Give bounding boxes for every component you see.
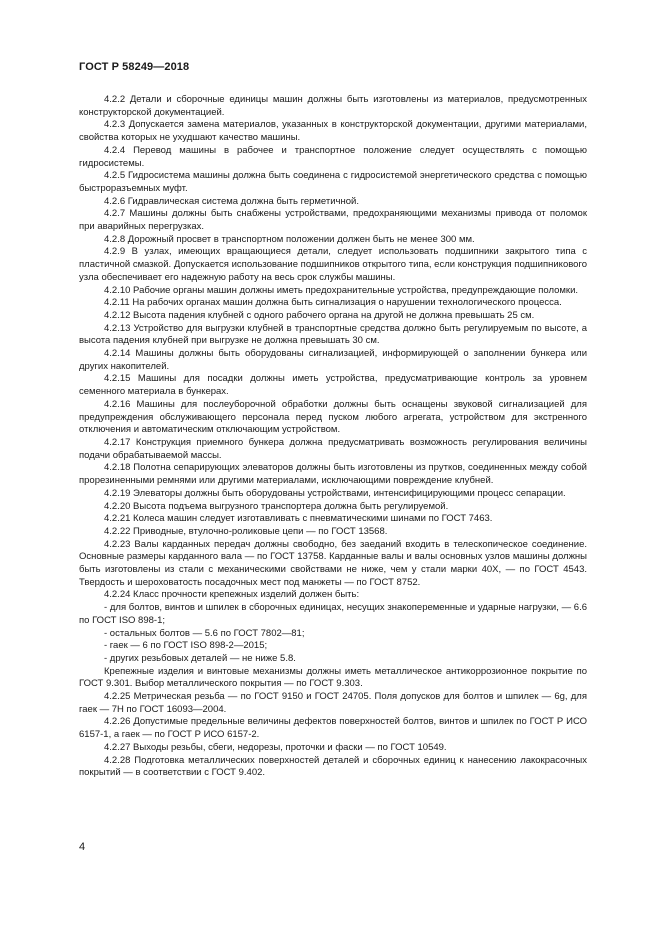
list-item-other-bolts: - остальных болтов — 5.6 по ГОСТ 7802—81;: [104, 627, 305, 639]
paragraph-4-2-20: 4.2.20 Высота подъема выгрузного транспортера должна быть регулируемой.: [104, 500, 449, 512]
paragraph-4-2-8: 4.2.8 Дорожный просвет в транспортном положении должен быть не менее 300 мм.: [104, 233, 475, 245]
paragraph-4-2-17: 4.2.17 Конструкция приемного бункера должна предусматривать возможность регулирования величины подачи обрабатываемой массы.: [79, 436, 587, 461]
paragraph-4-2-13: 4.2.13 Устройство для выгрузки клубней в транспортные средства должно быть регулируемым по высоте, а высота падения клубней при выгрузке не должна превышать 30 см.: [79, 322, 587, 347]
list-item-nuts: - гаек — 6 по ГОСТ ISO 898-2—2015;: [104, 640, 268, 652]
paragraph-4-2-28: 4.2.28 Подготовка металлических поверхностей деталей и сборочных единиц к нанесению лакокрасочных покрытий — в соответствии с ГОСТ 9.402.: [79, 754, 587, 779]
paragraph-4-2-18: 4.2.18 Полотна сепарирующих элеваторов должны быть изготовлены из прутков, соединенных между собой прорезиненными ремнями или другими материалами, исключающими повреждение клубней.: [79, 462, 587, 487]
paragraph-4-2-4: 4.2.4 Перевод машины в рабочее и транспортное положение следует осуществлять с помощью гидросистемы.: [79, 144, 587, 169]
paragraph-4-2-12: 4.2.12 Высота падения клубней с одного рабочего органа на другой не должна превышать 25 см.: [104, 309, 535, 321]
document-body: [79, 94, 587, 780]
paragraph-4-2-14: 4.2.14 Машины должны быть оборудованы сигнализацией, информирующей о заполнении бункера или других накопителей.: [79, 348, 587, 372]
paragraph-4-2-11: 4.2.11 На рабочих органах машин должна быть сигнализация о нарушении технологического процесса.: [104, 297, 562, 309]
paragraph-4-2-25: 4.2.25 Метрическая резьба — по ГОСТ 9150 и ГОСТ 24705. Поля допусков для болтов и шпилек — 6g, для гаек — 7Н по ГОСТ 16093—2004.: [79, 691, 587, 715]
paragraph-4-2-27: 4.2.27 Выходы резьбы, сбеги, недорезы, проточки и фаски — по ГОСТ 10549.: [104, 741, 447, 753]
paragraph-4-2-23: 4.2.23 Валы карданных передач должны свободно, без заеданий входить в телескопическое соединение. Основные размеры карданного вала — по ГОСТ 13758. Карданные валы и валы основных узлов машины должны быть изготовлены из стали с механическими свойствами не ниже, чем у стали марки 40Х, — по ГОСТ 4543. Твердость и шероховатость посадочных мест под манжеты — по ГОСТ 8752.: [79, 538, 587, 588]
paragraph-4-2-24: 4.2.24 Класс прочности крепежных изделий должен быть:: [104, 589, 360, 601]
document-header-title: ГОСТ Р 58249—2018: [79, 61, 190, 73]
paragraph-4-2-5: 4.2.5 Гидросистема машины должна быть соединена с гидросистемой энергетического средства с помощью быстроразъемных муфт.: [79, 170, 587, 194]
paragraph-4-2-6: 4.2.6 Гидравлическая система должна быть герметичной.: [104, 195, 359, 207]
paragraph-4-2-21: 4.2.21 Колеса машин следует изготавливать с пневматическими шинами по ГОСТ 7463.: [104, 513, 493, 525]
paragraph-4-2-19: 4.2.19 Элеваторы должны быть оборудованы устройствами, интенсифицирующими процесс сепарации.: [104, 487, 566, 499]
paragraph-4-2-7: 4.2.7 Машины должны быть снабжены устройствами, предохраняющими механизмы привода от поломок при аварийных перегрузках.: [79, 208, 587, 233]
paragraph-4-2-15: 4.2.15 Машины для посадки должны иметь устройства, предусматривающие контроль за уровнем семенного материала в бункерах.: [79, 373, 587, 398]
paragraph-fasteners-coating: Крепежные изделия и винтовые механизмы должны иметь металлическое антикоррозионное покрытие по ГОСТ 9.301. Выбор металлического покрытия — по ГОСТ 9.303.: [79, 665, 587, 690]
paragraph-4-2-22: 4.2.22 Приводные, втулочно-роликовые цепи — по ГОСТ 13568.: [104, 525, 388, 537]
paragraph-4-2-26: 4.2.26 Допустимые предельные величины дефектов поверхностей болтов, винтов и шпилек по ГОСТ Р ИСО 6157-1, а гаек — по ГОСТ Р ИСО 6157-2.: [79, 716, 587, 741]
list-item-bolts-shock-loads: - для болтов, винтов и шпилек в сборочных единицах, несущих знакопеременные и ударные нагрузки, — 6.6 по ГОСТ ISO 898-1;: [79, 602, 587, 626]
paragraph-4-2-10: 4.2.10 Рабочие органы машин должны иметь предохранительные устройства, предупреждающие поломки.: [104, 284, 579, 296]
paragraph-4-2-9: 4.2.9 В узлах, имеющих вращающиеся детали, следует использовать подшипники закрытого типа с пластичной смазкой. Допускается использование подшипников открытого типа, если конструкция подшипникового узла обеспечивает его надежную работу на весь срок службы машины.: [79, 246, 587, 283]
page-number: 4: [79, 841, 86, 853]
list-item-other-threaded-parts: - других резьбовых деталей — не ниже 5.8.: [104, 652, 296, 664]
paragraph-4-2-2: 4.2.2 Детали и сборочные единицы машин должны быть изготовлены из материалов, предусмотренных конструкторской документацией.: [79, 94, 587, 118]
paragraph-4-2-16: 4.2.16 Машины для послеуборочной обработки должны быть оснащены звуковой сигнализацией для предупреждения обслуживающего персонала перед пуском любого агрегата, устройством для экстренного отключения и автоматическим отключающим устройством.: [79, 398, 587, 436]
paragraph-4-2-3: 4.2.3 Допускается замена материалов, указанных в конструкторской документации, другими материалами, свойства которых не ухудшают качество машины.: [79, 119, 587, 144]
